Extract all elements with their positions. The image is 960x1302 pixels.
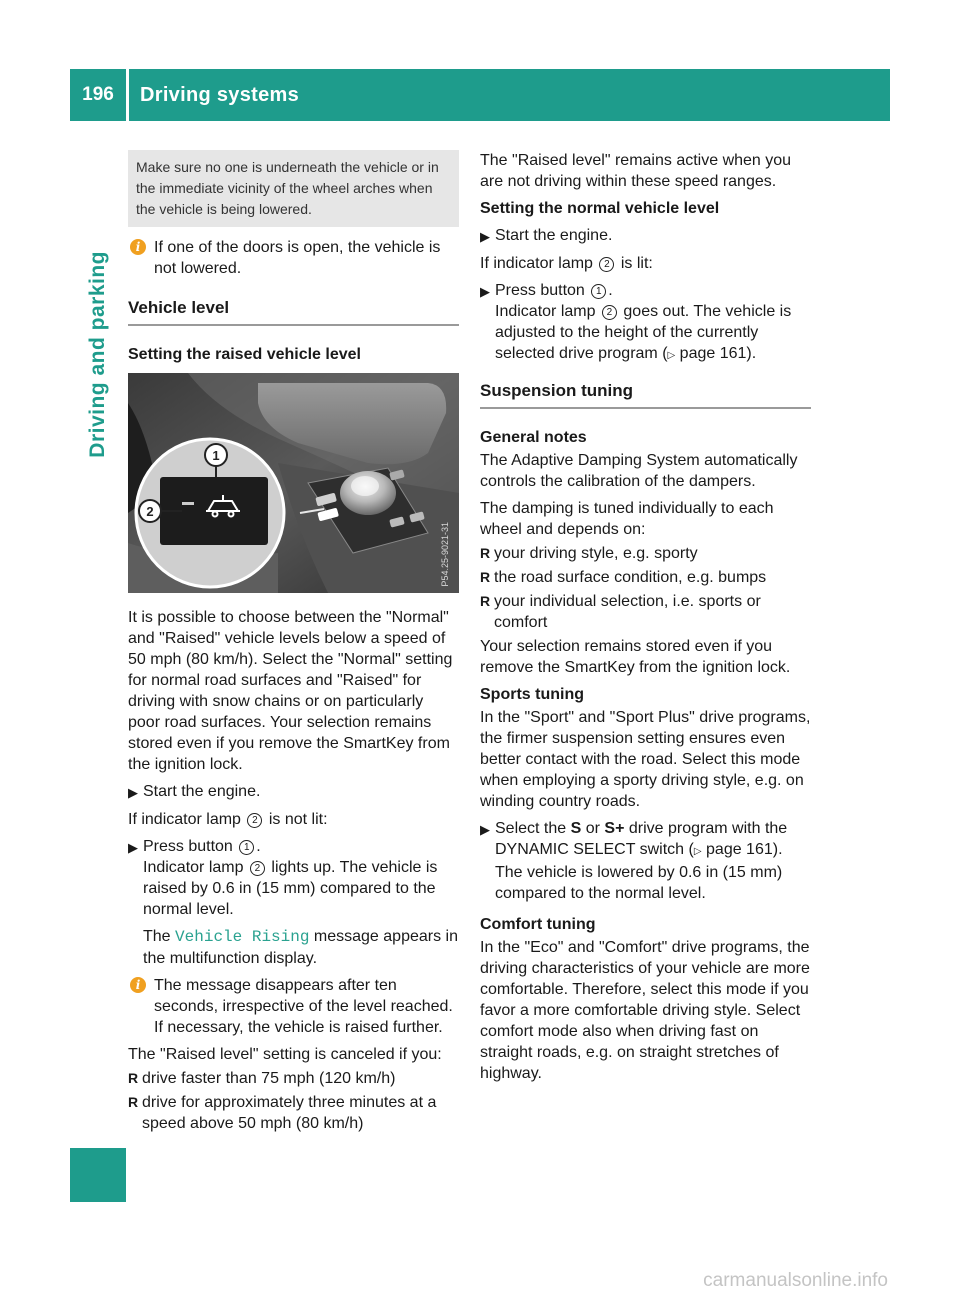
arrow-icon: ▶ xyxy=(128,840,138,855)
condition-lamp-not-lit: If indicator lamp 2 is not lit: xyxy=(128,811,328,828)
page-reference-link[interactable]: page 161 xyxy=(706,841,773,858)
display-message-line: The Vehicle Rising message appears in the multifunction display. xyxy=(143,928,458,967)
bullet-icon: R xyxy=(480,545,491,561)
info-icon: i xyxy=(130,239,146,255)
header-divider xyxy=(126,69,129,121)
comfort-para: In the "Eco" and "Comfort" drive programs, the driving characteristics of your vehicle are more comfortable. Therefore, select this mode if you favor a more comfortable driving style. Select comfort mode also when driving fast on straight roads, e.g. on straight stretches of highway. xyxy=(480,939,810,1082)
side-tab xyxy=(70,121,126,1202)
callout-1-label: 1 xyxy=(212,448,220,463)
page-reference-link[interactable]: page 161 xyxy=(679,345,747,362)
chapter-title: Driving systems xyxy=(140,83,300,106)
callout-2-ref: 2 xyxy=(247,813,262,828)
subheading-sports-tuning: Sports tuning xyxy=(480,686,584,703)
step-press-button: ▶ Press button 1 . Indicator lamp 2 goes out. The vehicle is adjusted to the height of the currently selected drive program (▷ page 161). xyxy=(480,280,811,366)
info-icon: i xyxy=(130,977,146,993)
bullet-icon: R xyxy=(480,593,491,609)
figure-code: P54.25-9021-31 xyxy=(440,522,450,587)
figure-control-panel xyxy=(128,373,459,593)
info-text: If one of the doors is open, the vehicle is not lowered. xyxy=(154,239,441,277)
condition-lamp-lit: If indicator lamp 2 is lit: xyxy=(480,255,653,272)
callout-2-ref: 2 xyxy=(250,861,265,876)
page-ref-arrow-icon: ▷ xyxy=(693,846,702,857)
step-press-button: ▶ Press button 1 . Indicator lamp 2 lights up. The vehicle is raised by 0.6 in (15 mm) compared to the normal level. The Vehicle Rising message appears in the multifunction display. xyxy=(128,838,458,967)
list-item: R drive for approximately three minutes at a speed above 50 mph (80 km/h) xyxy=(128,1094,437,1132)
subheading-general-notes: General notes xyxy=(480,429,587,446)
selection-stored: Your selection remains stored even if you remove the SmartKey from the ignition lock. xyxy=(480,638,791,676)
damping-intro: The damping is tuned individually to each wheel and depends on: xyxy=(480,500,774,538)
callout-2-label: 2 xyxy=(146,504,154,519)
side-tab-label: Driving and parking xyxy=(86,251,109,458)
arrow-icon: ▶ xyxy=(480,822,490,837)
callout-2-ref: 2 xyxy=(599,257,614,272)
left-column xyxy=(128,150,459,1137)
remains-active: The "Raised level" remains active when you are not driving within these speed ranges. xyxy=(480,152,792,190)
list-item: R your driving style, e.g. sporty xyxy=(480,545,698,562)
display-message: Vehicle Rising xyxy=(175,928,310,946)
paragraph-raised-level: It is possible to choose between the "Normal" and "Raised" vehicle levels below a speed of 50 mph (80 km/h). Select the "Normal" setting for normal road surfaces and "Raised" for driving with snow chains or on particularly poor road surfaces. Your selection remains stored even if you remove the SmartKey from the ignition lock. xyxy=(128,609,453,773)
section-heading-vehicle-level: Vehicle level xyxy=(128,297,459,326)
section-heading-suspension: Suspension tuning xyxy=(480,380,811,409)
subheading-raised-level: Setting the raised vehicle level xyxy=(128,346,361,363)
info-note-message: i The message disappears after ten seconds, irrespective of the level reached. If necessary, the vehicle is raised further. xyxy=(128,975,459,1038)
arrow-icon: ▶ xyxy=(480,229,490,244)
step-start-engine: ▶ Start the engine. xyxy=(128,781,459,803)
bullet-icon: R xyxy=(128,1094,139,1110)
sports-para: In the "Sport" and "Sport Plus" drive programs, the firmer suspension setting ensures even better contact with the road. Select this mode when employing a sporty driving style, e.g. on winding country roads. xyxy=(480,709,811,810)
step-start-engine: ▶ Start the engine. xyxy=(480,225,811,247)
canceled-intro: The "Raised level" setting is canceled if you: xyxy=(128,1046,442,1063)
watermark: carmanualsonline.info xyxy=(703,1270,888,1291)
warning-box: Make sure no one is underneath the vehicle or in the immediate vicinity of the wheel arches when the vehicle is being lowered. xyxy=(128,150,459,227)
callout-2-ref: 2 xyxy=(602,305,617,320)
right-column xyxy=(480,150,811,1090)
bullet-icon: R xyxy=(128,1070,139,1086)
list-item: R the road surface condition, e.g. bumps xyxy=(480,569,767,586)
list-item: R your individual selection, i.e. sports or comfort xyxy=(480,593,761,631)
page-ref-arrow-icon: ▷ xyxy=(667,350,676,361)
control-panel-illustration xyxy=(128,373,459,593)
callout-1-ref: 1 xyxy=(239,840,254,855)
step-select-program: ▶ Select the S or S+ drive program with the DYNAMIC SELECT switch (▷ page 161). The vehicle is lowered by 0.6 in (15 mm) compared to the normal level. xyxy=(480,820,788,902)
info-note xyxy=(128,237,459,279)
arrow-icon: ▶ xyxy=(128,785,138,800)
side-tab-block xyxy=(70,1148,126,1202)
bullet-icon: R xyxy=(480,569,491,585)
list-item: R drive faster than 75 mph (120 km/h) xyxy=(128,1070,396,1087)
subheading-normal-level: Setting the normal vehicle level xyxy=(480,200,720,217)
adaptive-damping-para: The Adaptive Damping System automatically controls the calibration of the dampers. xyxy=(480,452,798,490)
page-number: 196 xyxy=(82,84,114,105)
callout-1-ref: 1 xyxy=(591,284,606,299)
arrow-icon: ▶ xyxy=(480,284,490,299)
subheading-comfort-tuning: Comfort tuning xyxy=(480,916,596,933)
